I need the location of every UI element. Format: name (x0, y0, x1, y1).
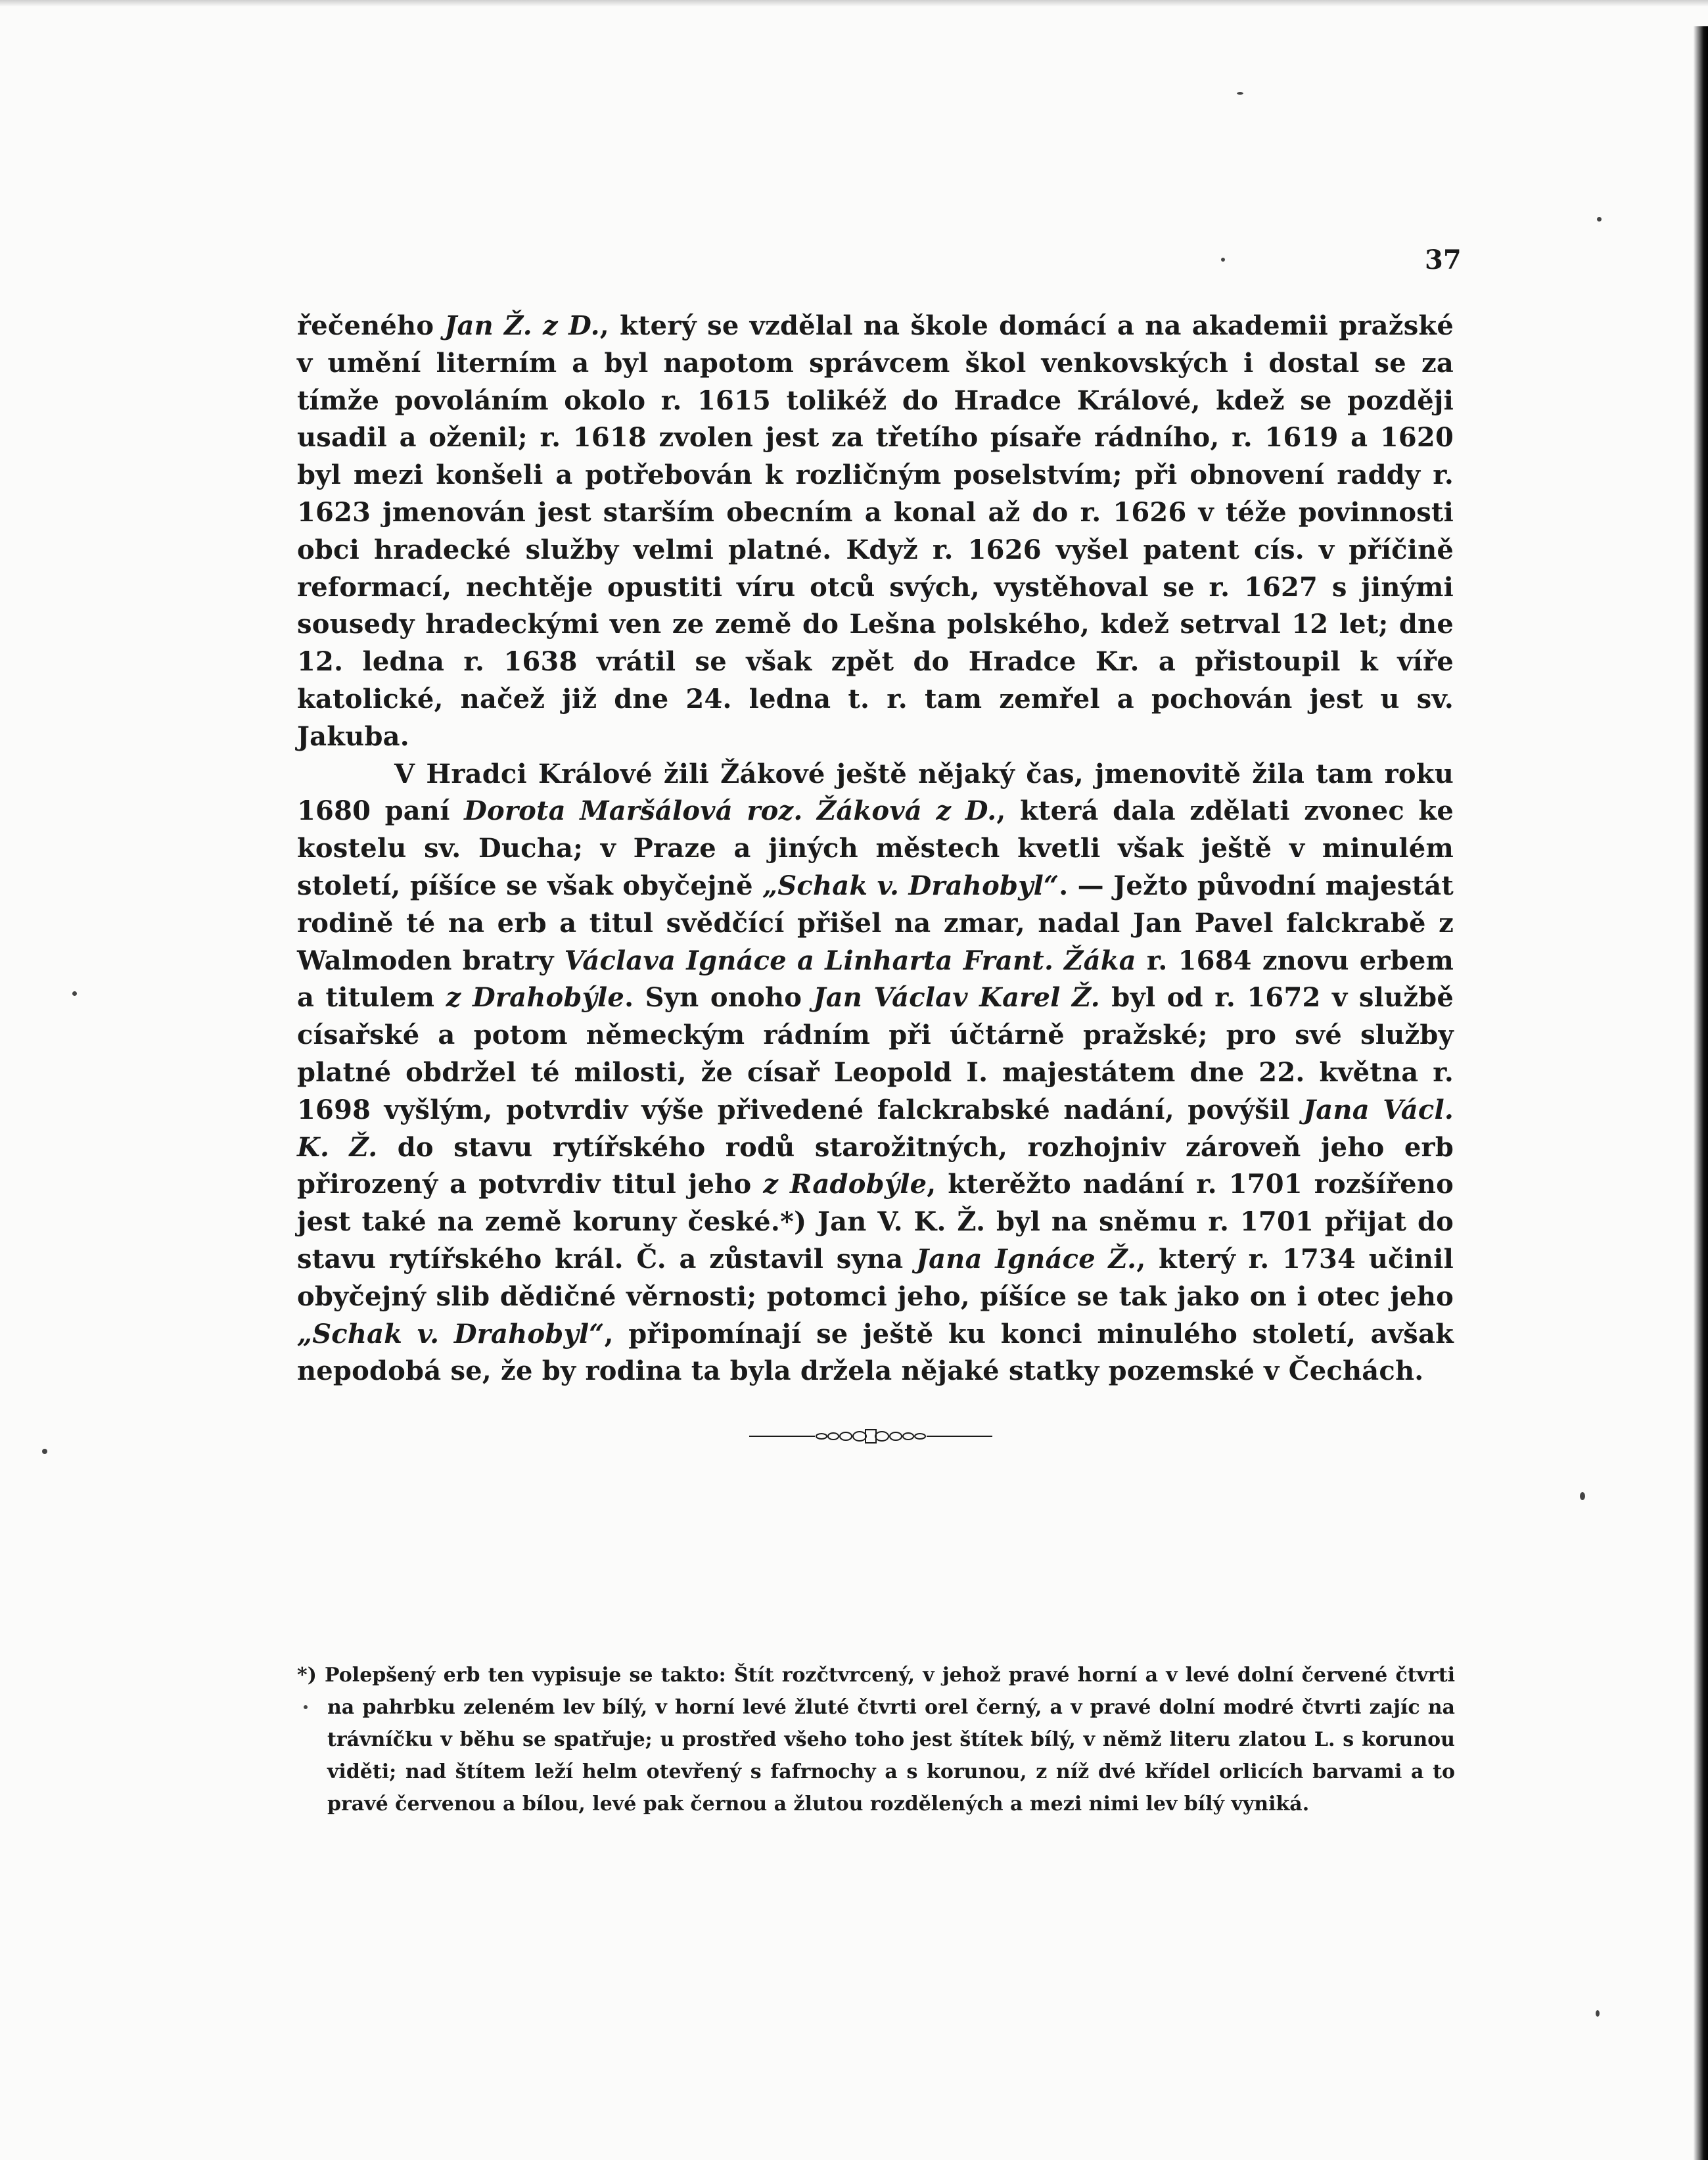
text-run: r. 1684 znovu erbem a titulem (297, 945, 1454, 1014)
scan-speck (1597, 217, 1602, 222)
page-top-edge (0, 0, 1708, 7)
italic-name: Dorota Maršálová roz. Žáková z D. (464, 795, 997, 827)
text-run: . — Ježto původní majestát rodině té na erb a titul svědčící přišel na zmar, nadal Jan Pavel falckrabě z Walmoden bratry (297, 870, 1454, 976)
text-run: , která dala zdělati zvonec ke kostelu sv. Ducha; v Praze a jiných městech kvetli však ještě v minulém století, píšíce se však obyčejně (297, 795, 1454, 901)
scan-speck (42, 1449, 47, 1454)
footnote-text: Polepšený erb ten vypisuje se takto: Štít rozčtvrcený, v jehož pravé horní a v levé dolní červené čtvrti na pahrbku zeleném lev bílý, v horní levé žluté čtvrti orel černý, a v pravé dolní modré čtvrti zajíc na trávníčku v běhu se spatřuje; u prostřed všeho toho jest štítek bílý, v němž literu zlatou L. s korunou viděti; nad štítem leží helm otevřený s fafrnochy a s korunou, z níž dvé křídel orlicích barvami a to pravé červenou a bílou, levé pak černou a žlutou rozdělených a mezi nimi lev bílý vyniká. (325, 1664, 1455, 1816)
scan-speck (1580, 1492, 1585, 1500)
italic-name: Jan Ž. z D. (444, 310, 600, 341)
text-run: řečeného (297, 310, 445, 341)
scan-speck (1596, 2010, 1600, 2017)
ornament-divider-icon (749, 1426, 992, 1446)
italic-name: „Schak v. Drahobyl“ (297, 1318, 605, 1350)
italic-name: Jana Václ. K. Ž. (297, 1094, 1454, 1163)
footnote (297, 1659, 1455, 1820)
italic-name: Jan Václav Karel Ž. (813, 982, 1100, 1014)
italic-name: Václava Ignáce a Linharta Frant. Žáka (564, 945, 1136, 976)
text-run: , kterěžto nadání r. 1701 rozšířeno jest také na země koruny české.*) Jan V. K. Ž. byl na sněmu r. 1701 přijat do stavu rytířského král. Č. a zůstavil syna (297, 1169, 1454, 1275)
paragraph-2 (297, 756, 1454, 1391)
italic-name: z Drahobýle (446, 982, 625, 1014)
scan-speck (1221, 258, 1225, 262)
text-run: , který se vzdělal na škole domácí a na akademii pražské v umění literním a byl napotom správcem škol venkovských i dostal se za tímže povoláním okolo r. 1615 tolikéž do Hradce Králové, kdež se později usadil a oženil; r. 1618 zvolen jest za třetího písaře rádního, r. 1619 a 1620 byl mezi konšeli a potřebován k rozličným poselstvím; při obnovení raddy r. 1623 jmenován jest starším obecním a konal až do r. 1626 v téže povinnosti obci hradecké služby velmi platné. Když r. 1626 vyšel patent cís. v příčině reformací, nechtěje opustiti víru otců svých, vystěhoval se r. 1627 s jinými sousedy hradeckými ven ze země do Lešna polského, kdež setrval 12 let; dne 12. ledna r. 1638 vrátil se však zpět do Hradce Kr. a přistoupil k víře katolické, načež již dne 24. ledna t. r. tam zemřel a pochován jest u sv. Jakuba. (297, 310, 1454, 752)
paragraph-1 (297, 308, 1454, 756)
italic-name: Jana Ignáce Ž. (915, 1243, 1137, 1275)
italic-name: „Schak v. Drahobyl“ (762, 870, 1059, 901)
scan-speck (1237, 92, 1243, 95)
text-run: . Syn onoho (624, 982, 814, 1014)
main-text (297, 308, 1454, 1390)
text-run: V Hradci Králové žili Žákové ještě nějaký čas, jmenovitě žila tam roku 1680 paní (297, 758, 1454, 827)
page-number: 37 (1425, 245, 1462, 275)
italic-name: z Radobýle (763, 1169, 927, 1200)
page-binding-shadow (1694, 26, 1708, 2160)
footnote-marker: *) (297, 1664, 317, 1687)
text-run: byl od r. 1672 v službě císařské a potom německým rádním při účtárně pražské; pro své služby platné obdržel té milosti, že císař Leopold I. majestátem dne 22. května r. 1698 vyšlým, potvrdiv výše přivedené falckrabské nadání, povýšil (297, 982, 1454, 1125)
scan-speck (304, 1705, 308, 1709)
text-run: do stavu rytířského rodů starožitných, rozhojniv zároveň jeho erb přirozený a potvrdiv titul jeho (297, 1131, 1454, 1200)
text-run: , který r. 1734 učinil obyčejný slib dědičné věrnosti; potomci jeho, píšíce se tak jako on i otec jeho (297, 1243, 1454, 1312)
scan-speck (72, 991, 77, 996)
text-run: , připomínají se ještě ku konci minulého století, avšak nepodobá se, že by rodina ta byla držela nějaké statky pozemské v Čechách. (297, 1318, 1454, 1387)
